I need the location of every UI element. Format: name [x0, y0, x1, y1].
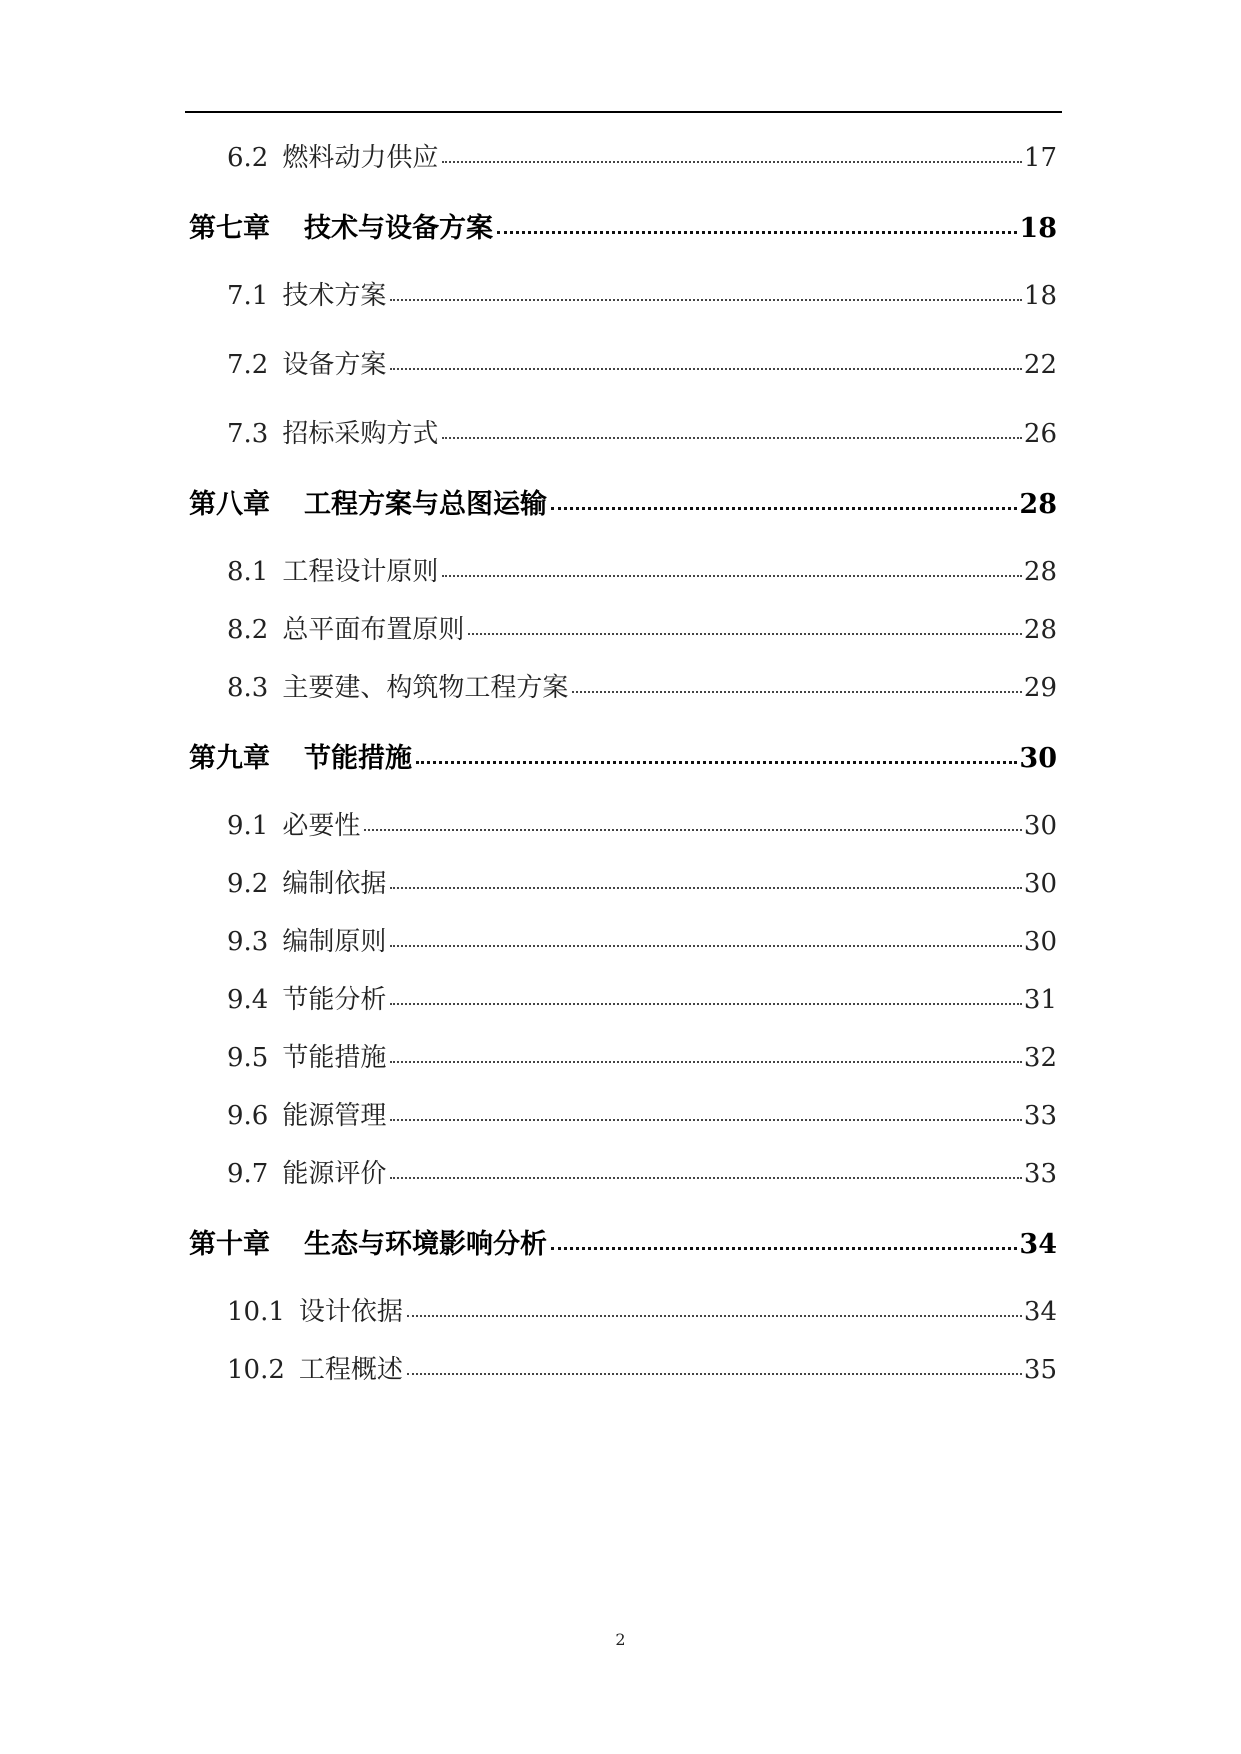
- toc-entry-title: 工程设计原则: [282, 557, 439, 587]
- toc-entry-title: 节能措施: [282, 1043, 387, 1073]
- toc-entry-number: 7.3: [227, 419, 269, 449]
- toc-entry-number: 10.1: [227, 1297, 285, 1327]
- toc-dot-leader: [551, 507, 1017, 510]
- toc-dot-leader: [468, 633, 1022, 635]
- toc-entry-title: 技术与设备方案: [304, 213, 493, 244]
- toc-entry-page: 26: [1023, 419, 1057, 449]
- toc-entry-title: 总平面布置原则: [282, 615, 465, 645]
- toc-entry-number: 第十章: [189, 1229, 270, 1260]
- toc-entry-number: 9.1: [227, 811, 269, 841]
- toc-entry-title: 编制原则: [282, 927, 387, 957]
- toc-entry-page: 29: [1023, 673, 1057, 703]
- toc-entry-page: 33: [1023, 1159, 1057, 1189]
- toc-section-entry[interactable]: [227, 551, 1057, 591]
- toc-dot-leader: [497, 231, 1017, 234]
- toc-entry-page: 30: [1023, 869, 1057, 899]
- toc-section-entry[interactable]: [227, 137, 1057, 177]
- toc-entry-number: 9.4: [227, 985, 269, 1015]
- toc-chapter-entry[interactable]: [189, 482, 1057, 522]
- toc-entry-title: 节能措施: [304, 743, 412, 774]
- toc-entry-number: 9.3: [227, 927, 269, 957]
- toc-section-entry[interactable]: [227, 667, 1057, 707]
- toc-entry-page: 34: [1023, 1297, 1057, 1327]
- toc-section-entry[interactable]: [227, 1037, 1057, 1077]
- toc-entry-number: 6.2: [227, 143, 269, 173]
- toc-section-entry[interactable]: [227, 805, 1057, 845]
- toc-section-entry[interactable]: [227, 275, 1057, 315]
- toc-entry-number: 9.5: [227, 1043, 269, 1073]
- toc-entry-page: 33: [1023, 1101, 1057, 1131]
- toc-dot-leader: [442, 437, 1022, 439]
- toc-chapter-entry[interactable]: [189, 1222, 1057, 1262]
- toc-entry-title: 节能分析: [282, 985, 387, 1015]
- toc-entry-title: 编制依据: [282, 869, 387, 899]
- toc-section-entry[interactable]: [227, 1291, 1057, 1331]
- toc-entry-title: 能源评价: [282, 1159, 387, 1189]
- toc-entry-number: 8.3: [227, 673, 269, 703]
- toc-entry-page: 30: [1019, 743, 1057, 774]
- toc-section-entry[interactable]: [227, 979, 1057, 1019]
- toc-dot-leader: [407, 1315, 1022, 1317]
- toc-dot-leader: [416, 761, 1017, 764]
- toc-entry-page: 28: [1019, 489, 1057, 520]
- toc-entry-number: 9.6: [227, 1101, 269, 1131]
- toc-dot-leader: [442, 575, 1022, 577]
- toc-section-entry[interactable]: [227, 863, 1057, 903]
- toc-dot-leader: [551, 1247, 1017, 1250]
- toc-entry-title: 燃料动力供应: [282, 143, 439, 173]
- toc-entry-number: 第七章: [189, 213, 270, 244]
- toc-dot-leader: [390, 945, 1022, 947]
- toc-section-entry[interactable]: [227, 1153, 1057, 1193]
- toc-chapter-entry[interactable]: [189, 736, 1057, 776]
- toc-entry-number: 8.2: [227, 615, 269, 645]
- toc-entry-number: 第九章: [189, 743, 270, 774]
- page-number: 2: [615, 1630, 626, 1649]
- toc-entry-title: 设计依据: [298, 1297, 403, 1327]
- toc-entry-title: 必要性: [282, 811, 361, 841]
- toc-dot-leader: [572, 691, 1022, 693]
- toc-dot-leader: [442, 161, 1022, 163]
- toc-section-entry[interactable]: [227, 1095, 1057, 1135]
- toc-section-entry[interactable]: [227, 344, 1057, 384]
- toc-entry-page: 35: [1023, 1355, 1057, 1385]
- toc-entry-number: 10.2: [227, 1355, 285, 1385]
- toc-entry-page: 28: [1023, 615, 1057, 645]
- toc-entry-page: 17: [1023, 143, 1057, 173]
- toc-dot-leader: [390, 368, 1022, 370]
- toc-dot-leader: [390, 1061, 1022, 1063]
- toc-entry-number: 7.2: [227, 350, 269, 380]
- toc-entry-number: 7.1: [227, 281, 269, 311]
- toc-entry-title: 招标采购方式: [282, 419, 439, 449]
- toc-entry-number: 9.7: [227, 1159, 269, 1189]
- toc-dot-leader: [364, 829, 1022, 831]
- toc-dot-leader: [390, 1177, 1022, 1179]
- toc-entry-page: 31: [1023, 985, 1057, 1015]
- toc-section-entry[interactable]: [227, 1349, 1057, 1389]
- toc-entry-page: 30: [1023, 927, 1057, 957]
- toc-entry-number: 8.1: [227, 557, 269, 587]
- toc-dot-leader: [407, 1373, 1022, 1375]
- toc-entry-page: 18: [1023, 281, 1057, 311]
- toc-entry-number: 第八章: [189, 489, 270, 520]
- toc-entry-title: 工程概述: [298, 1355, 403, 1385]
- toc-entry-title: 主要建、构筑物工程方案: [282, 673, 569, 703]
- toc-entry-title: 设备方案: [282, 350, 387, 380]
- toc-entry-page: 28: [1023, 557, 1057, 587]
- toc-section-entry[interactable]: [227, 921, 1057, 961]
- toc-entry-page: 22: [1023, 350, 1057, 380]
- toc-entry-title: 技术方案: [282, 281, 387, 311]
- toc-section-entry[interactable]: [227, 609, 1057, 649]
- toc-section-entry[interactable]: [227, 413, 1057, 453]
- toc-entry-page: 32: [1023, 1043, 1057, 1073]
- toc-dot-leader: [390, 887, 1022, 889]
- toc-dot-leader: [390, 299, 1022, 301]
- toc-entry-title: 能源管理: [282, 1101, 387, 1131]
- toc-entry-page: 30: [1023, 811, 1057, 841]
- toc-chapter-entry[interactable]: [189, 206, 1057, 246]
- toc-entry-title: 工程方案与总图运输: [304, 489, 547, 520]
- toc-entry-page: 34: [1019, 1229, 1057, 1260]
- toc-dot-leader: [390, 1119, 1022, 1121]
- toc-entry-page: 18: [1019, 213, 1057, 244]
- toc-entry-title: 生态与环境影响分析: [304, 1229, 547, 1260]
- toc-dot-leader: [390, 1003, 1022, 1005]
- toc-entry-number: 9.2: [227, 869, 269, 899]
